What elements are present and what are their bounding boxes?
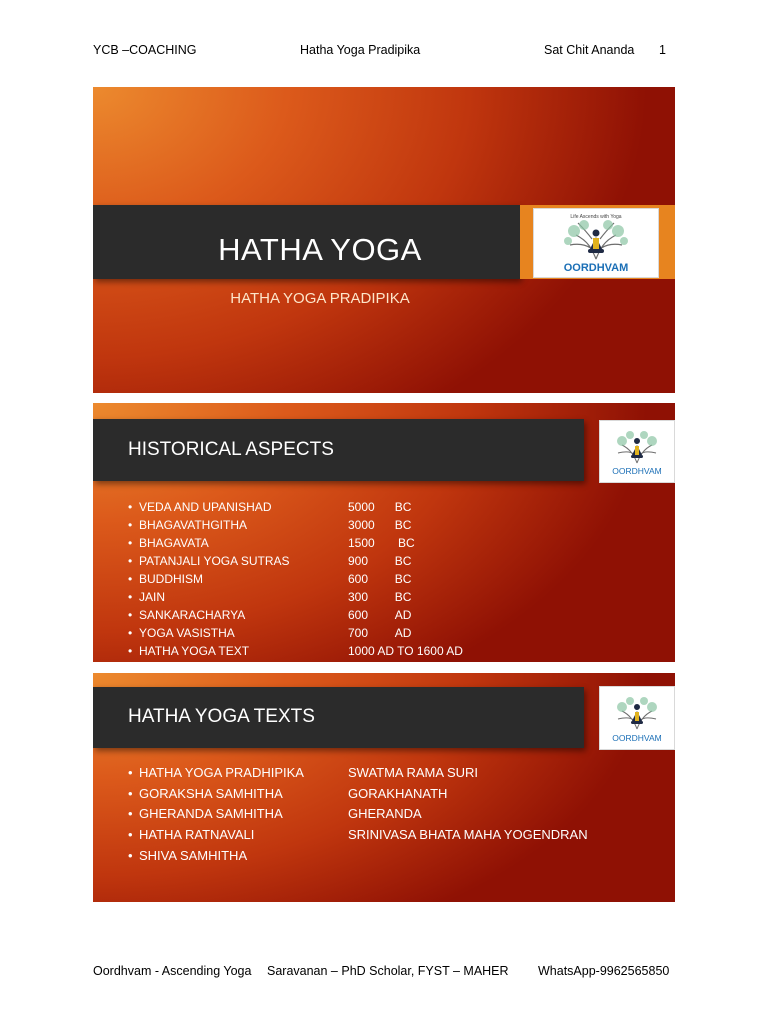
slide-hatha-yoga-texts [93,673,675,902]
bullet-dot-icon: • [128,827,133,843]
bullet-dot-icon: • [128,644,133,658]
slide-subtitle: HATHA YOGA PRADIPIKA [230,290,410,307]
list-item [128,624,668,642]
bullet-dot-icon: • [128,590,133,604]
list-item [128,846,668,867]
list-item [128,516,668,534]
item-author: SWATMA RAMA SURI [348,765,479,780]
list-item [128,763,668,784]
bullet-dot-icon: • [128,554,133,568]
item-name: BUDDHISM [139,572,204,586]
bullet-dot-icon: • [128,806,133,822]
section-title: HATHA YOGA TEXTS [128,706,315,727]
bullet-dot-icon: • [128,608,133,622]
item-name: JAIN [139,590,166,604]
historical-list [128,498,668,660]
item-name: SANKARACHARYA [139,608,246,622]
texts-list [128,763,668,866]
bullet-dot-icon: • [128,500,133,514]
header-center: Hatha Yoga Pradipika [300,43,421,57]
section-title: HISTORICAL ASPECTS [128,439,334,460]
list-item [128,825,668,846]
bullet-dot-icon: • [128,847,133,863]
list-item [128,642,668,660]
oordhvam-logo-small [599,686,675,750]
bullet-dot-icon: • [128,518,133,532]
list-item [128,570,668,588]
tree-meditation-logo-icon [600,687,674,749]
bullet-dot-icon: • [128,536,133,550]
logo-text: OORDHVAM [563,262,629,274]
item-name: GORAKSHA SAMHITHA [139,785,283,801]
bullet-dot-icon: • [128,765,133,780]
item-name: BHAGAVATHGITHA [139,518,248,532]
item-author: SRINIVASA BHATA MAHA YOGENDRAN [348,827,588,843]
item-author: GHERANDA [348,806,422,822]
list-item [128,498,668,516]
item-name: YOGA VASISTHA [139,626,235,640]
item-date: 700 AD [348,626,412,640]
item-name: GHERANDA SAMHITHA [139,806,283,822]
item-date: 600 BC [348,572,412,586]
item-name: HATHA YOGA TEXT [139,644,250,658]
tree-meditation-logo-icon [600,421,674,482]
oordhvam-logo-small [599,420,675,483]
footer-center: Saravanan – PhD Scholar, FYST – MAHER [267,964,509,978]
item-author: GORAKHANATH [348,785,448,801]
item-name: PATANJALI YOGA SUTRAS [139,554,290,568]
item-date: 600 AD [348,608,412,622]
item-name: HATHA YOGA PRADHIPIKA [139,765,304,780]
item-date: 900 BC [348,554,412,568]
header-right: Sat Chit Ananda [544,43,635,57]
item-name: SHIVA SAMHITHA [139,847,248,863]
page-number: 1 [659,43,666,57]
item-date: 3000 BC [348,518,412,532]
page-footer [0,964,768,980]
bullet-dot-icon: • [128,785,133,801]
item-name: HATHA RATNAVALI [139,827,255,843]
list-item [128,606,668,624]
slide-main-title: HATHA YOGA [218,232,422,267]
logo-text: OORDHVAM [612,466,662,476]
oordhvam-logo [533,208,659,278]
slide-title [93,87,675,393]
logo-tagline: Life Ascends with Yoga [570,214,622,220]
page-header [0,43,768,59]
list-item [128,588,668,606]
list-item [128,804,668,825]
list-item [128,552,668,570]
list-item [128,534,668,552]
footer-left: Oordhvam - Ascending Yoga [93,964,252,978]
list-item [128,784,668,805]
item-date: 5000 BC [348,500,412,514]
item-date: 1000 AD TO 1600 AD [348,644,463,658]
item-name: VEDA AND UPANISHAD [139,500,272,514]
tree-meditation-logo-icon [534,209,658,277]
header-left: YCB –COACHING [93,43,197,57]
footer-right: WhatsApp-9962565850 [538,964,670,978]
bullet-dot-icon: • [128,626,133,640]
bullet-dot-icon: • [128,572,133,586]
item-name: BHAGAVATA [139,536,209,550]
logo-text: OORDHVAM [612,733,662,743]
slide-historical-aspects [93,403,675,662]
item-date: 300 BC [348,590,412,604]
item-date: 1500 BC [348,536,415,550]
